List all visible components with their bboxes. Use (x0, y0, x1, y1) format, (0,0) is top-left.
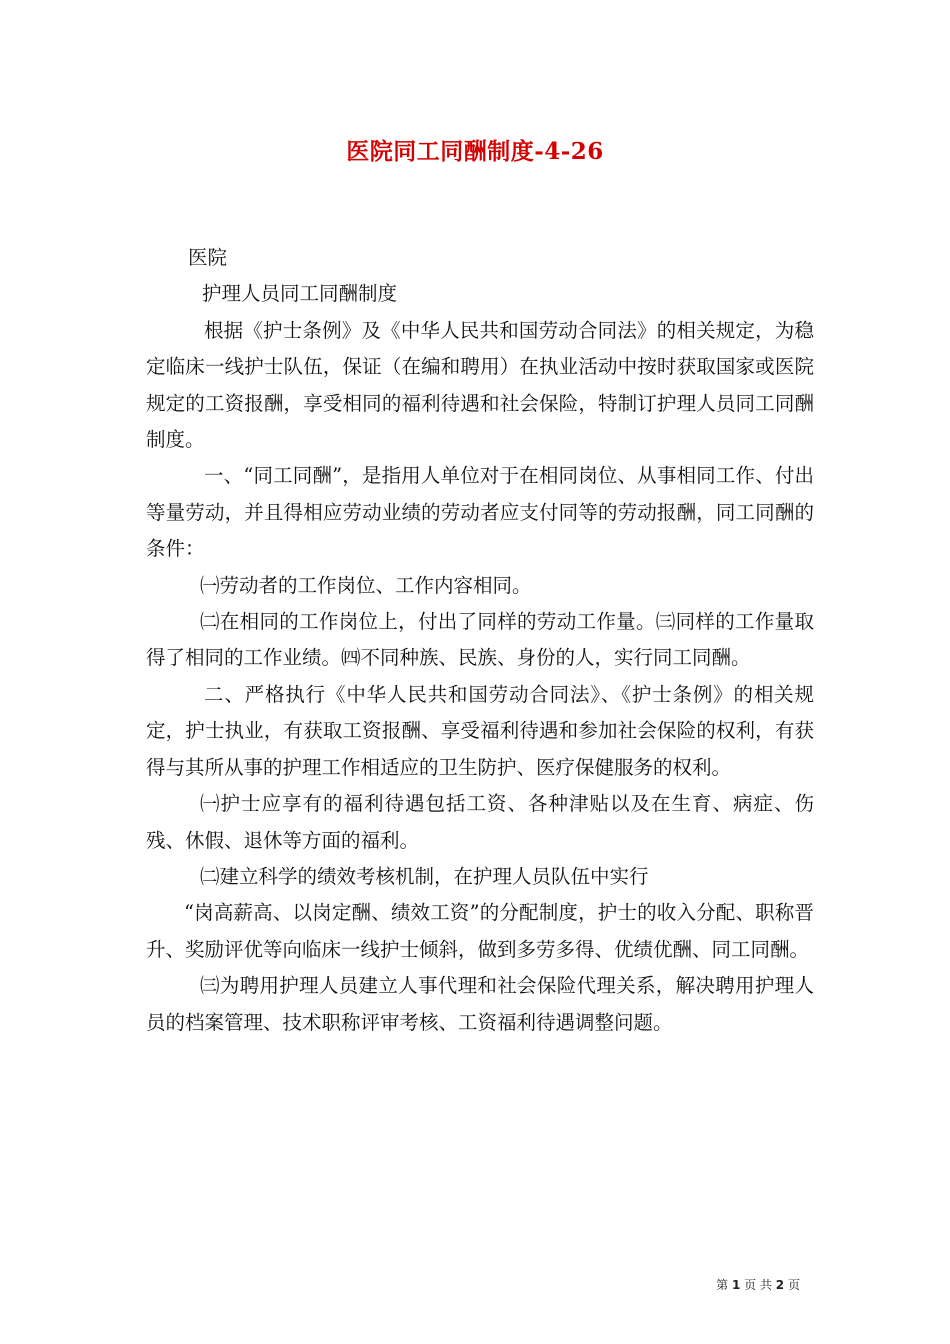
paragraph-intro: 根据《护士条例》及《中华人民共和国劳动合同法》的相关规定，为稳定临床一线护士队伍，保证（在编和聘用）在执业活动中按时获取国家或医院规定的工资报酬，享受相同的福利待遇和社会保险，特制订护理人员同工同酬制度。 (146, 318, 814, 452)
footer-prefix: 第 (716, 1278, 729, 1292)
paragraph-section-1: 一、“同工同酬”，是指用人单位对于在相同岗位、从事相同工作、付出等量劳动，并且得相应劳动业绩的劳动者应支付同等的劳动报酬，同工同酬的条件： (146, 464, 814, 561)
paragraph-section-2: 二、严格执行《中华人民共和国劳动合同法》、《护士条例》的相关规定，护士执业，有获取工资报酬、享受福利待遇和参加社会保险的权利，有获得与其所从事的护理工作相适应的卫生防护、医疗保健服务的权利。 (146, 682, 814, 779)
paragraph-item-2-2: ㈡建立科学的绩效考核机制，在护理人员队伍中实行 (200, 864, 649, 888)
paragraph-item-1-1: ㈠劳动者的工作岗位、工作内容相同。 (200, 573, 532, 597)
paragraph-item-2-1: ㈠护士应享有的福利待遇包括工资、各种津贴以及在生育、病症、伤残、休假、退休等方面的福利。 (146, 792, 814, 852)
footer-total-pages: 2 (775, 1278, 785, 1292)
document-body (146, 240, 814, 1041)
paragraph-item-2-2-cont: “岗高薪高、以岗定酬、绩效工资”的分配制度，护士的收入分配、职称晋升、奖励评优等向临床一线护士倾斜，做到多劳多得、优绩优酬、同工同酬。 (146, 901, 814, 961)
page-footer (0, 1276, 800, 1293)
footer-middle: 页 共 (744, 1278, 772, 1292)
paragraph-hospital: 医院 (188, 246, 228, 269)
footer-suffix: 页 (787, 1278, 800, 1292)
paragraph-item-1-2: ㈡在相同的工作岗位上，付出了同样的劳动工作量。㈢同样的工作量取得了相同的工作业绩。㈣不同种族、民族、身份的人，实行同工同酬。 (146, 610, 814, 670)
footer-current-page: 1 (731, 1278, 741, 1292)
paragraph-subtitle: 护理人员同工同酬制度 (202, 282, 398, 306)
paragraph-item-2-3: ㈢为聘用护理人员建立人事代理和社会保险代理关系，解决聘用护理人员的档案管理、技术职称评审考核、工资福利待遇调整问题。 (146, 974, 814, 1034)
document-title: 医院同工同酬制度-4-26 (346, 138, 604, 165)
